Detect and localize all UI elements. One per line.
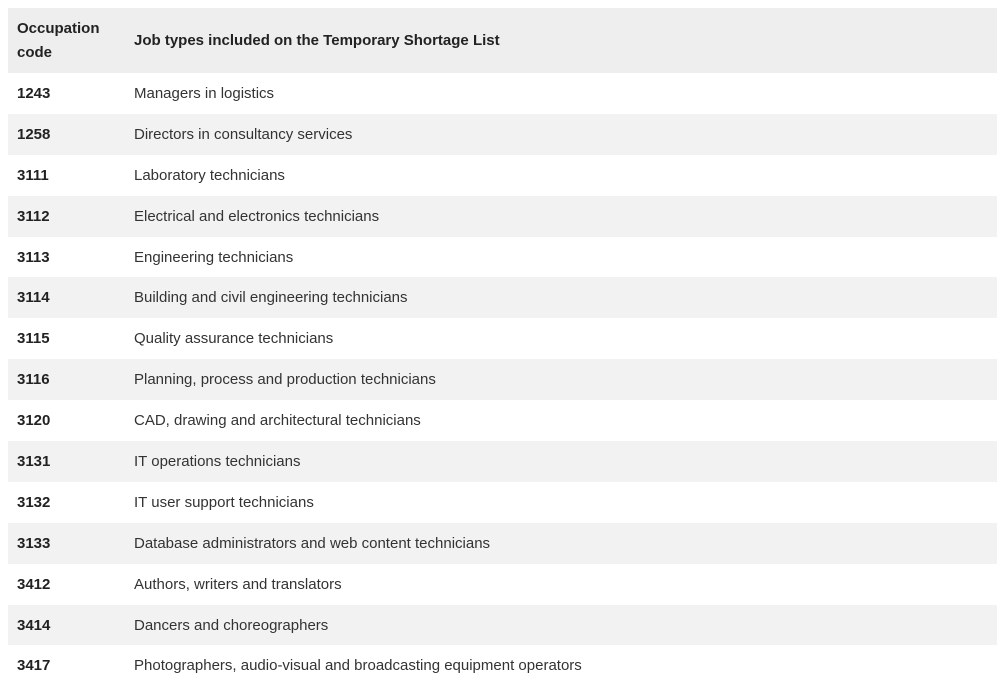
table-row [8,318,997,359]
table-row [8,645,997,686]
occupation-code-cell: 3113 [17,248,50,266]
table-row [8,564,997,605]
job-type-cell: Photographers, audio-visual and broadcasting equipment operators [134,657,582,675]
job-type-cell: Electrical and electronics technicians [134,207,380,225]
table-row [8,196,997,237]
table-row [8,155,997,196]
occupation-code-cell: 3112 [17,207,50,225]
occupation-code-cell: 1258 [17,125,51,143]
table-row [8,277,997,318]
table-row [8,482,997,523]
job-type-cell: Authors, writers and translators [134,575,342,593]
occupation-code-cell: 3111 [17,166,49,184]
table-row [8,237,997,278]
occupation-code-cell: 3115 [17,330,50,348]
table-row [8,441,997,482]
table-row [8,114,997,155]
occupation-code-cell: 3132 [17,493,51,511]
table-row [8,73,997,114]
occupation-code-cell: 3414 [17,616,51,634]
column-header-occupation-code: Occupation code [17,19,100,61]
occupation-code-cell: 3114 [17,289,50,307]
column-header-job-types: Job types included on the Temporary Shortage List [134,32,500,49]
job-type-cell: Database administrators and web content technicians [134,534,491,552]
job-type-cell: Directors in consultancy services [134,125,353,143]
table-row [8,523,997,564]
job-type-cell: Planning, process and production technicians [134,371,436,389]
table-row [8,400,997,441]
occupation-code-cell: 3412 [17,575,51,593]
occupation-code-cell: 1243 [17,84,51,102]
job-type-cell: Managers in logistics [134,84,275,102]
job-type-cell: Laboratory technicians [134,166,285,184]
occupation-code-cell: 3120 [17,412,51,430]
job-type-cell: IT operations technicians [134,452,301,470]
table-header-row [8,8,997,73]
job-type-cell: Engineering technicians [134,248,294,266]
occupation-code-cell: 3116 [17,371,50,389]
occupation-code-cell: 3133 [17,534,51,552]
job-type-cell: CAD, drawing and architectural technicians [134,412,421,430]
occupation-code-cell: 3131 [17,452,51,470]
table-row [8,605,997,646]
occupation-code-cell: 3417 [17,657,51,675]
job-type-cell: Quality assurance technicians [134,330,334,348]
shortage-list-table [8,8,997,686]
job-type-cell: IT user support technicians [134,493,314,511]
table-row [8,359,997,400]
job-type-cell: Building and civil engineering technicians [134,289,408,307]
job-type-cell: Dancers and choreographers [134,616,329,634]
